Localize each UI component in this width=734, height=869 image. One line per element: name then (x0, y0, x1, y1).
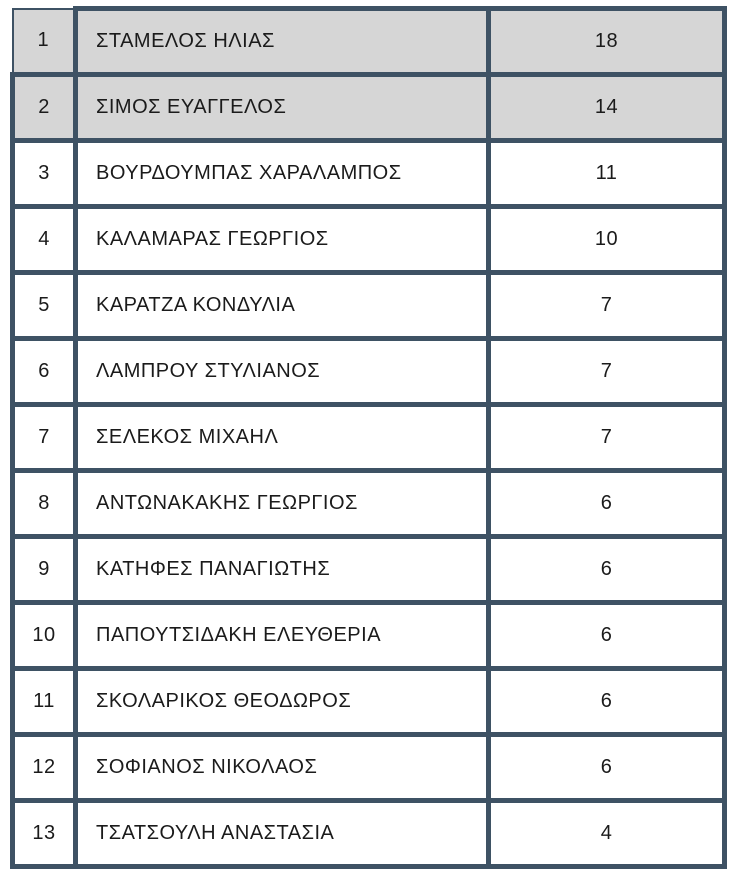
rank-cell: 11 (13, 669, 76, 735)
value-cell: 4 (489, 801, 725, 867)
score-table (10, 6, 727, 869)
table-row (13, 471, 725, 537)
rank-cell: 1 (13, 9, 76, 75)
name-cell: ΚΑΤΗΦΕΣ ΠΑΝΑΓΙΩΤΗΣ (76, 537, 489, 603)
name-cell: ΣΟΦΙΑΝΟΣ ΝΙΚΟΛΑΟΣ (76, 735, 489, 801)
value-cell: 6 (489, 669, 725, 735)
name-cell: ΚΑΛΑΜΑΡΑΣ ΓΕΩΡΓΙΟΣ (76, 207, 489, 273)
rank-cell: 4 (13, 207, 76, 273)
name-cell: ΣΚΟΛΑΡΙΚΟΣ ΘΕΟΔΩΡΟΣ (76, 669, 489, 735)
table-row (13, 603, 725, 669)
table-row (13, 537, 725, 603)
value-cell: 7 (489, 405, 725, 471)
name-cell: ΠΑΠΟΥΤΣΙΔΑΚΗ ΕΛΕΥΘΕΡΙΑ (76, 603, 489, 669)
value-cell: 6 (489, 471, 725, 537)
table-row (13, 141, 725, 207)
table-row (13, 207, 725, 273)
rank-cell: 10 (13, 603, 76, 669)
score-table-body (13, 9, 725, 867)
name-cell: ΚΑΡΑΤΖΑ ΚΟΝΔΥΛΙΑ (76, 273, 489, 339)
table-row (13, 801, 725, 867)
rank-cell: 7 (13, 405, 76, 471)
rank-cell: 13 (13, 801, 76, 867)
table-row (13, 669, 725, 735)
value-cell: 7 (489, 339, 725, 405)
name-cell: ΛΑΜΠΡΟΥ ΣΤΥΛΙΑΝΟΣ (76, 339, 489, 405)
rank-cell: 12 (13, 735, 76, 801)
name-cell: ΣΕΛΕΚΟΣ ΜΙΧΑΗΛ (76, 405, 489, 471)
table-row (13, 339, 725, 405)
value-cell: 6 (489, 537, 725, 603)
rank-cell: 3 (13, 141, 76, 207)
rank-cell: 2 (13, 75, 76, 141)
value-cell: 7 (489, 273, 725, 339)
rank-cell: 5 (13, 273, 76, 339)
name-cell: ΤΣΑΤΣΟΥΛΗ ΑΝΑΣΤΑΣΙΑ (76, 801, 489, 867)
table-row (13, 273, 725, 339)
value-cell: 10 (489, 207, 725, 273)
value-cell: 11 (489, 141, 725, 207)
value-cell: 14 (489, 75, 725, 141)
name-cell: ΑΝΤΩΝΑΚΑΚΗΣ ΓΕΩΡΓΙΟΣ (76, 471, 489, 537)
table-row (13, 735, 725, 801)
value-cell: 6 (489, 603, 725, 669)
table-row (13, 75, 725, 141)
rank-cell: 8 (13, 471, 76, 537)
rank-cell: 6 (13, 339, 76, 405)
rank-cell: 9 (13, 537, 76, 603)
name-cell: ΣΙΜΟΣ ΕΥΑΓΓΕΛΟΣ (76, 75, 489, 141)
name-cell: ΒΟΥΡΔΟΥΜΠΑΣ ΧΑΡΑΛΑΜΠΟΣ (76, 141, 489, 207)
value-cell: 18 (489, 9, 725, 75)
name-cell: ΣΤΑΜΕΛΟΣ ΗΛΙΑΣ (76, 9, 489, 75)
table-row (13, 405, 725, 471)
value-cell: 6 (489, 735, 725, 801)
table-row (13, 9, 725, 75)
